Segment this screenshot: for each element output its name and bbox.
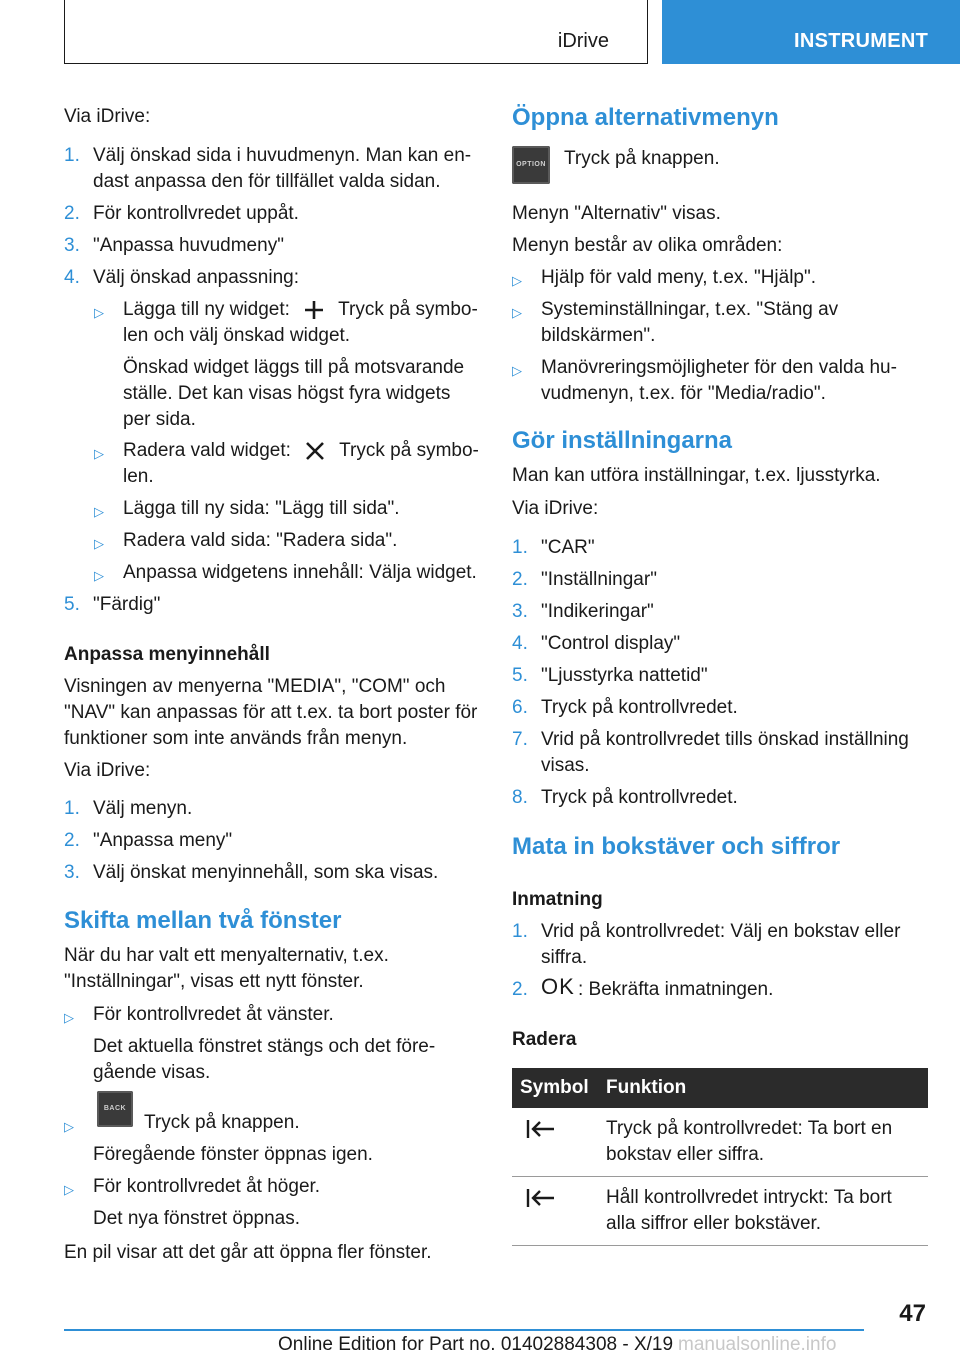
table-cell-symbol xyxy=(512,1108,598,1177)
step-text: Välj önskad sida i huvudmenyn. Man kan en- xyxy=(93,145,472,166)
bullet-note: Det nya fönstret öppnas. xyxy=(93,1208,301,1229)
bullet-note: Föregående fönster öppnas igen. xyxy=(93,1144,373,1165)
step-text: Välj önskad anpassning: xyxy=(93,267,299,288)
table-cell-function xyxy=(598,1108,928,1177)
step-number: 1. xyxy=(64,145,80,166)
header-box xyxy=(64,0,648,64)
paragraph-line: "Inställningar", visas ett nytt fönster. xyxy=(64,971,364,992)
bullet-note: Önskad widget läggs till på motsvarande xyxy=(123,357,465,378)
paragraph-line: Menyn "Alternativ" visas. xyxy=(512,203,721,224)
bullet-triangle-icon: ▷ xyxy=(94,446,104,461)
bullet-text-cont: vudmenyn, t.ex. för "Media/radio". xyxy=(541,383,826,404)
bullet-triangle-icon: ▷ xyxy=(512,363,522,378)
step-number: 1. xyxy=(512,921,528,942)
step-number: 5. xyxy=(512,665,528,686)
section-heading-input: Mata in bokstäver och siffror xyxy=(512,833,841,860)
step-text: "Inställningar" xyxy=(541,569,657,590)
bullet-text: För kontrollvredet åt höger. xyxy=(93,1176,321,1197)
table-header-symbol: Symbol xyxy=(512,1068,598,1108)
ok-icon: OK xyxy=(541,974,575,999)
subheading-inmatning: Inmatning xyxy=(512,889,603,910)
step-text: Vrid på kontrollvredet tills önskad inställning xyxy=(541,729,909,750)
option-key-icon: OPTION xyxy=(512,146,550,184)
footer-rule xyxy=(64,1329,864,1331)
table-cell-symbol xyxy=(512,1177,598,1246)
step-number: 6. xyxy=(512,697,528,718)
bullet-text-cont: bildskärmen". xyxy=(541,325,656,346)
cross-icon xyxy=(302,440,328,462)
cell-line: Tryck på kontrollvredet: Ta bort en xyxy=(606,1118,893,1139)
table-header-function: Funktion xyxy=(598,1068,928,1108)
via-idrive-label: Via iDrive: xyxy=(64,760,151,781)
section-title: iDrive xyxy=(557,30,609,52)
paragraph-line: När du har valt ett menyalternativ, t.ex. xyxy=(64,945,389,966)
bullet-note: gående visas. xyxy=(93,1062,211,1083)
paragraph-line: Visningen av menyerna "MEDIA", "COM" och xyxy=(64,676,446,697)
step-text: Vrid på kontrollvredet: Välj en bokstav eller xyxy=(541,921,901,942)
bullet-triangle-icon: ▷ xyxy=(64,1182,74,1197)
step-number: 1. xyxy=(512,537,528,558)
step-number: 1. xyxy=(64,798,80,819)
step-number: 3. xyxy=(64,862,80,883)
step-text: För kontrollvredet uppåt. xyxy=(93,203,299,224)
step-number: 2. xyxy=(64,830,80,851)
backspace-arrow-icon xyxy=(520,1185,560,1211)
bullet-label: Radera vald widget: xyxy=(123,440,291,461)
plus-icon xyxy=(301,299,327,321)
step-number: 3. xyxy=(64,235,80,256)
bullet-label-cont: Tryck på symbo- xyxy=(338,299,478,320)
bullet-triangle-icon: ▷ xyxy=(512,305,522,320)
back-key-icon: BACK xyxy=(97,1091,133,1127)
step-text: "Anpassa meny" xyxy=(93,830,233,851)
bullet-text: Systeminställningar, t.ex. "Stäng av xyxy=(541,299,839,320)
page-number: 47 xyxy=(899,1300,926,1327)
step-text: Tryck på kontrollvredet. xyxy=(541,697,738,718)
section-heading-switch: Skifta mellan två fönster xyxy=(64,907,342,934)
table-header-row xyxy=(512,1068,928,1108)
bullet-text: Radera vald sida: "Radera sida". xyxy=(123,530,398,551)
paragraph-line: En pil visar att det går att öppna fler fönster. xyxy=(64,1242,432,1263)
paragraph-line: "NAV" kan anpassas för att t.ex. ta bort poster för xyxy=(64,702,478,723)
chapter-tab: INSTRUMENT xyxy=(662,0,960,64)
bullet-triangle-icon: ▷ xyxy=(512,273,522,288)
step-text: Välj menyn. xyxy=(93,798,193,819)
step-text-cont: visas. xyxy=(541,755,590,776)
footer-watermark: manualsonline.info xyxy=(678,1334,837,1355)
table-row xyxy=(512,1108,928,1177)
bullet-triangle-icon: ▷ xyxy=(94,568,104,583)
step-text: "Anpassa huvudmeny" xyxy=(93,235,284,256)
step-number: 4. xyxy=(512,633,528,654)
bullet-text-cont: len och välj önskad widget. xyxy=(123,325,351,346)
step-number: 2. xyxy=(512,979,528,1000)
cell-line: bokstav eller siffra. xyxy=(606,1144,765,1165)
step-text: Välj önskat menyinnehåll, som ska visas. xyxy=(93,862,439,883)
bullet-note: ställe. Det kan visas högst fyra widgets xyxy=(123,383,451,404)
bullet-triangle-icon: ▷ xyxy=(94,305,104,320)
bullet-triangle-icon: ▷ xyxy=(64,1119,74,1134)
symbol-table xyxy=(512,1068,928,1246)
step-number: 2. xyxy=(512,569,528,590)
bullet-text xyxy=(123,438,479,464)
subheading-menu: Anpassa menyinnehåll xyxy=(64,644,270,665)
bullet-triangle-icon: ▷ xyxy=(94,504,104,519)
step-number: 8. xyxy=(512,787,528,808)
via-idrive-label: Via iDrive: xyxy=(64,106,151,127)
section-heading-settings: Gör inställningarna xyxy=(512,427,733,454)
step-number: 3. xyxy=(512,601,528,622)
step-text-cont: dast anpassa den för tillfället valda sidan. xyxy=(93,171,441,192)
bullet-label: Lägga till ny widget: xyxy=(123,299,290,320)
via-idrive-label: Via iDrive: xyxy=(512,498,599,519)
bullet-note: per sida. xyxy=(123,409,196,430)
step-text: "Färdig" xyxy=(93,594,161,615)
cell-line: Håll kontrollvredet intryckt: Ta bort xyxy=(606,1187,892,1208)
bullet-text: För kontrollvredet åt vänster. xyxy=(93,1004,334,1025)
bullet-text-cont: len. xyxy=(123,466,154,487)
bullet-text: Hjälp för vald meny, t.ex. "Hjälp". xyxy=(541,267,817,288)
step-text: "CAR" xyxy=(541,537,595,558)
section-heading-options: Öppna alternativmenyn xyxy=(512,104,779,131)
bullet-triangle-icon: ▷ xyxy=(94,536,104,551)
paragraph-line: funktioner som inte används från menyn. xyxy=(64,728,408,749)
bullet-text: Anpassa widgetens innehåll: Välja widget. xyxy=(123,562,477,583)
bullet-text xyxy=(123,297,478,323)
bullet-text: Manövreringsmöjligheter för den valda hu- xyxy=(541,357,897,378)
bullet-text: Lägga till ny sida: "Lägg till sida". xyxy=(123,498,400,519)
cell-line: alla siffror eller bokstäver. xyxy=(606,1213,822,1234)
step-text: "Control display" xyxy=(541,633,681,654)
table-row xyxy=(512,1177,928,1246)
bullet-note: Det aktuella fönstret stängs och det före- xyxy=(93,1036,436,1057)
bullet-triangle-icon: ▷ xyxy=(64,1010,74,1025)
table-cell-function xyxy=(598,1177,928,1246)
subheading-radera: Radera xyxy=(512,1029,577,1050)
bullet-text: Tryck på knappen. xyxy=(144,1112,300,1133)
step-number: 7. xyxy=(512,729,528,750)
step-text: : Bekräfta inmatningen. xyxy=(578,979,774,1000)
step-number: 5. xyxy=(64,594,80,615)
step-text-cont: siffra. xyxy=(541,947,588,968)
bullet-label-cont: Tryck på symbo- xyxy=(339,440,479,461)
paragraph-line: Menyn består av olika områden: xyxy=(512,235,783,256)
paragraph-line: Man kan utföra inställningar, t.ex. ljusstyrka. xyxy=(512,465,881,486)
step-number: 4. xyxy=(64,267,80,288)
backspace-arrow-icon xyxy=(520,1116,560,1142)
step-number: 2. xyxy=(64,203,80,224)
step-text: Tryck på kontrollvredet. xyxy=(541,787,738,808)
option-instruction: Tryck på knappen. xyxy=(564,148,720,169)
footer-edition: Online Edition for Part no. 01402884308 - X/19 xyxy=(278,1334,674,1355)
step-text: "Indikeringar" xyxy=(541,601,654,622)
step-text: "Ljusstyrka nattetid" xyxy=(541,665,708,686)
